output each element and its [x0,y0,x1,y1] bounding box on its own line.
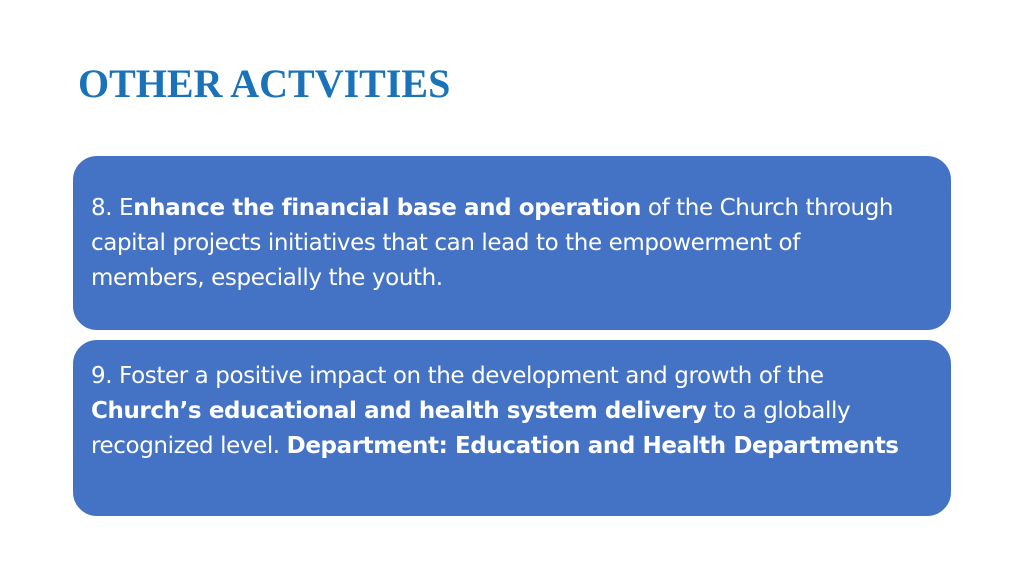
activity-9-highlight: Church’s educational and health system delivery [91,398,707,424]
activity-9-department: Department: Education and Health Departments [286,433,899,459]
slide-title: OTHER ACTVITIES [78,61,451,106]
activity-8-highlight: nhance the financial base and operation [133,194,641,221]
activity-9-intro: 9. Foster a positive impact on the development and growth of the [91,363,824,389]
activity-8-number: 8. E [91,194,134,221]
activity-card-8 [71,154,953,332]
activity-9-description: to a globally recognized level. [91,398,851,459]
activity-card-9 [71,338,953,518]
activity-8-text [91,191,901,296]
activity-9-text [91,359,901,464]
activity-8-description: of the Church through capital projects initiatives that can lead to the empowerment of members, especially the youth. [91,194,894,291]
